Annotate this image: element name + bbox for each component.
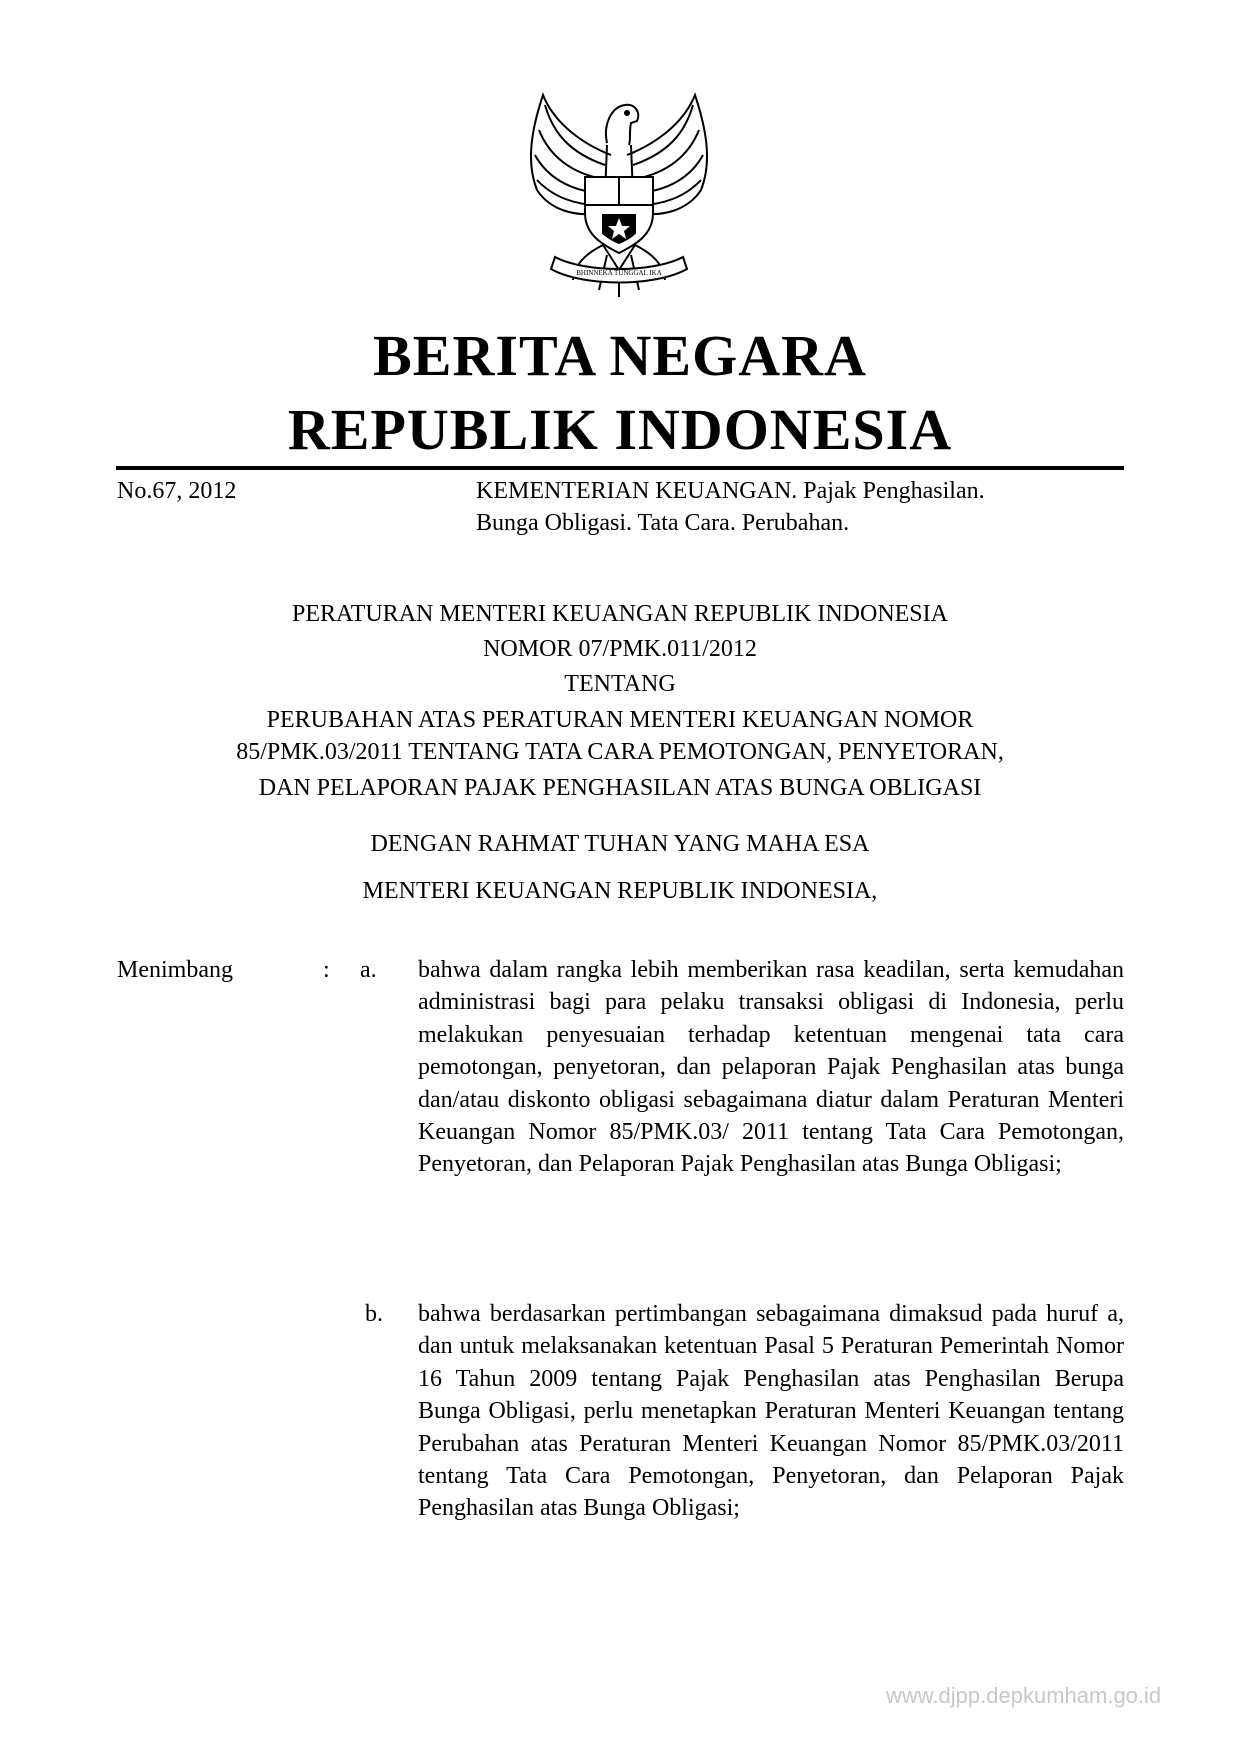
subject-line2: Bunga Obligasi. Tata Cara. Perubahan.	[476, 510, 850, 536]
garuda-emblem-icon	[515, 85, 723, 300]
watermark-url: www.djpp.depkumham.go.id	[886, 1683, 1162, 1708]
header-rule	[116, 466, 1124, 470]
item-marker-b: b.	[365, 1301, 383, 1327]
gazette-title-line1: BERITA NEGARA	[373, 323, 867, 388]
invocation: DENGAN RAHMAT TUHAN YANG MAHA ESA	[370, 831, 870, 857]
gazette-subject	[476, 475, 985, 539]
svg-text:BHINNEKA TUNGGAL IKA: BHINNEKA TUNGGAL IKA	[576, 269, 662, 277]
consideration-b-text: bahwa berdasarkan pertimbangan sebagaimana dimaksud pada huruf a, dan untuk melaksanakan ketentuan Pasal 5 Peraturan Pemerintah Nomor 16 Tahun 2009 tentang Pajak Penghasilan atas Penghasilan Berupa Bunga Obligasi, perlu menetapkan Peraturan Menteri Keuangan tentang Perubahan atas Peraturan Menteri Keuangan Nomor 85/PMK.03/2011 tentang Tata Cara Pemotongan, Penyetoran, dan Pelaporan Pajak Penghasilan atas Bunga Obligasi;	[418, 1301, 1124, 1522]
regulation-number: NOMOR 07/PMK.011/2012	[483, 636, 757, 662]
issuer: MENTERI KEUANGAN REPUBLIK INDONESIA,	[362, 878, 878, 904]
considerations-label: Menimbang	[117, 957, 233, 983]
regulation-heading: PERATURAN MENTERI KEUANGAN REPUBLIK INDONESIA	[292, 601, 948, 627]
gazette-title-line2: REPUBLIK INDONESIA	[287, 397, 953, 462]
considerations-colon: :	[323, 957, 330, 983]
consideration-a-text: bahwa dalam rangka lebih memberikan rasa keadilan, serta kemudahan administrasi bagi para pelaku transaksi obligasi di Indonesia, perlu melakukan penyesuaian terhadap ketentuan mengenai tata cara pemotongan, penyetoran, dan pelaporan Pajak Penghasilan atas bunga dan/atau diskonto obligasi sebagaimana diatur dalam Peraturan Menteri Keuangan Nomor 85/PMK.03/ 2011 tentang Tata Cara Pemotongan, Penyetoran, dan Pelaporan Pajak Penghasilan atas Bunga Obligasi;	[418, 957, 1124, 1178]
gazette-number: No.67, 2012	[117, 478, 237, 504]
subject-line1: KEMENTERIAN KEUANGAN. Pajak Penghasilan.	[476, 478, 985, 504]
regulation-subject-line2: 85/PMK.03/2011 TENTANG TATA CARA PEMOTONGAN, PENYETORAN,	[236, 739, 1004, 765]
regulation-tentang: TENTANG	[564, 671, 676, 697]
regulation-subject-line1: PERUBAHAN ATAS PERATURAN MENTERI KEUANGAN NOMOR	[266, 707, 974, 733]
regulation-subject-line3: DAN PELAPORAN PAJAK PENGHASILAN ATAS BUNGA OBLIGASI	[258, 775, 982, 801]
item-marker-a: a.	[360, 957, 377, 983]
